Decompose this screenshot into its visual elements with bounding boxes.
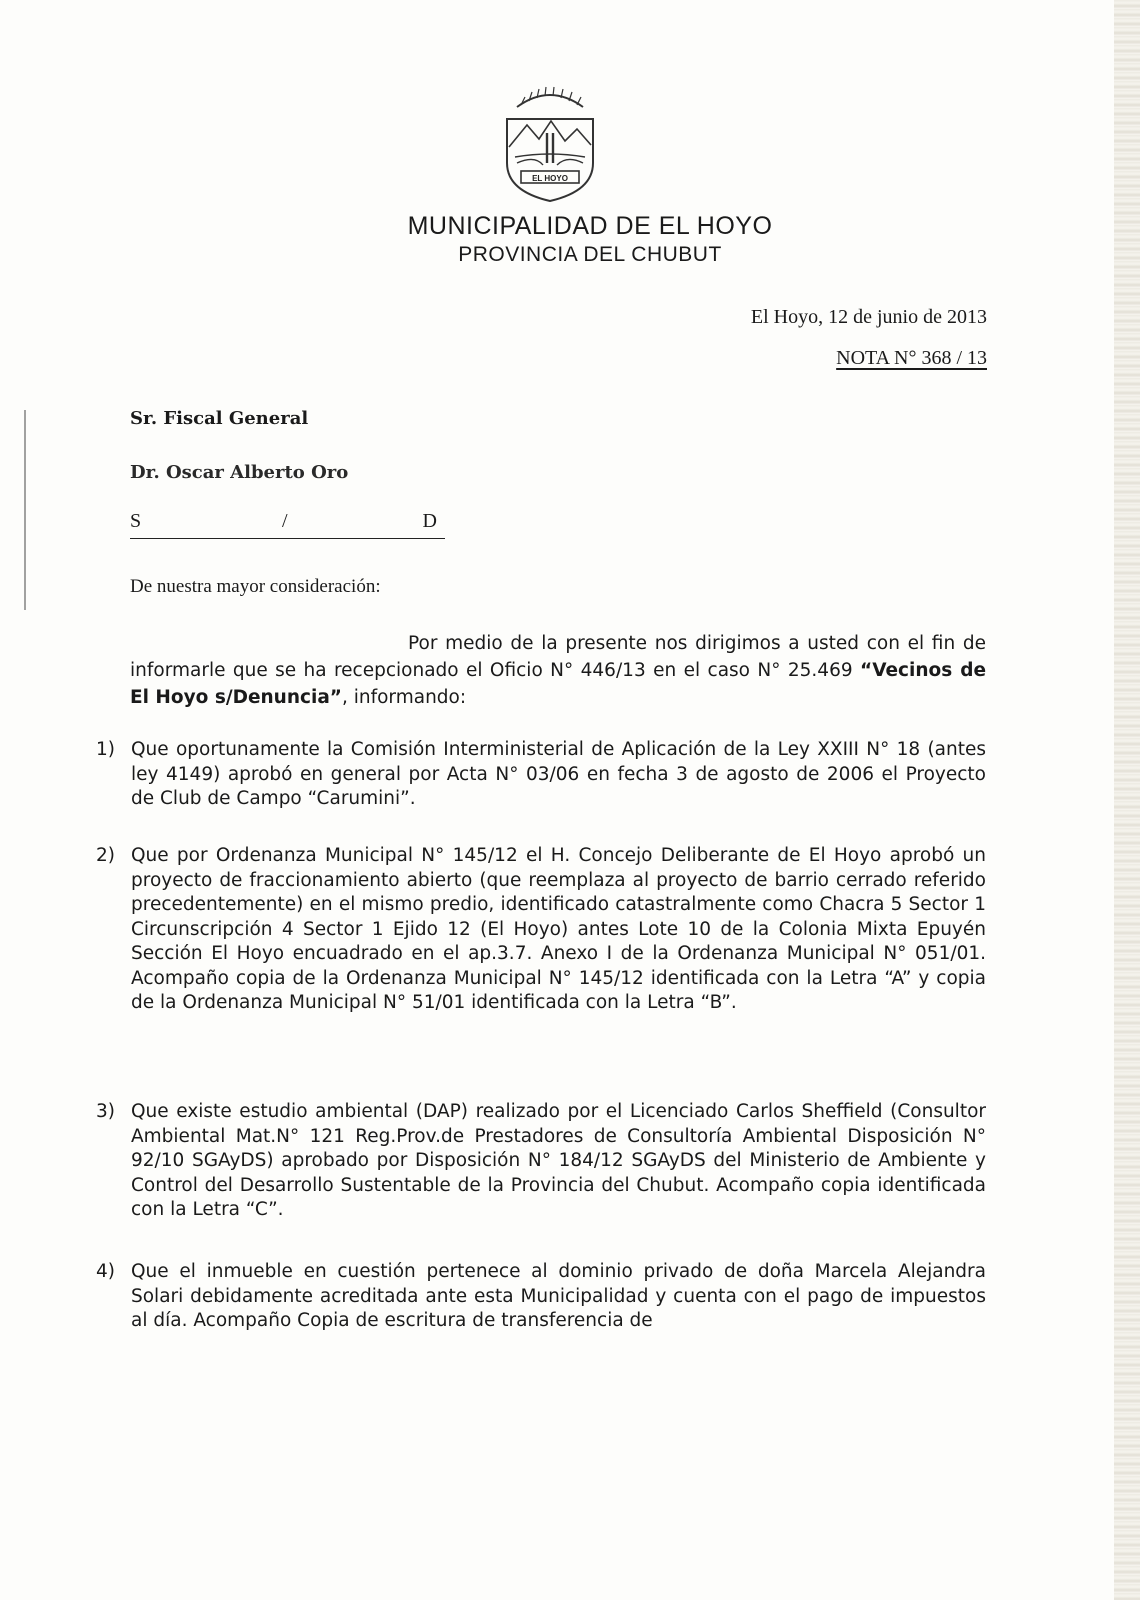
list-item (96, 1100, 986, 1223)
intro-paragraph (130, 630, 986, 711)
sd-d: D (422, 510, 437, 532)
greeting: De nuestra mayor consideración: (130, 576, 381, 597)
item-number: 4) (96, 1261, 115, 1282)
item-text: Que existe estudio ambiental (DAP) realizado por el Licenciado Carlos Sheffield (Consultor Ambiental Mat.N° 121 Reg.Prov.de Prestadores de Consultoría Ambiental Disposición N° 92/10 SGAyDS) aprobado por Disposición N° 184/12 SGAyDS del Ministerio de Ambiente y Control del Desarrollo Sustentable de la Provincia del Chubut. Acompaño copia identificada con la Letra “C”. (131, 1101, 986, 1220)
province-title: PROVINCIA DEL CHUBUT (458, 243, 722, 266)
nota-number: NOTA N° 368 / 13 (836, 347, 987, 369)
item-number: 2) (96, 845, 115, 866)
item-text: Que por Ordenanza Municipal N° 145/12 el H. Concejo Deliberante de El Hoyo aprobó un proyecto de fraccionamiento abierto (que reemplaza al proyecto de barrio cerrado referido precedentemente) en el mismo predio, identificado catastralmente como Chacra 5 Sector 1 Circunscripción 4 Sector 1 Ejido 12 (El Hoyo) antes Lote 10 de la Colonia Mixta Epuyén Sección El Hoyo encuadrado en el ap.3.7. Anexo I de la Ordenanza Municipal N° 051/01. Acompaño copia de la Ordenanza Municipal N° 145/12 identificada con la Letra “A” y copia de la Ordenanza Municipal N° 51/01 identificada con la Letra “B”. (131, 845, 986, 1013)
crest-label: EL HOYO (532, 174, 568, 183)
sd-s: S (130, 510, 142, 532)
item-number: 1) (96, 739, 115, 760)
intro-text: Por medio de la presente nos dirigimos a usted con el fin de informarle que se ha recepcionado el Oficio N° 446/13 en el caso N° 25.469 (130, 633, 986, 681)
item-text: Que oportunamente la Comisión Interministerial de Aplicación de la Ley XXIII N° 18 (antes ley 4149) aprobó en general por Acta N° 03/06 en fecha 3 de agosto de 2006 el Proyecto de Club de Campo “Carumini”. (131, 739, 986, 809)
list-item (96, 844, 986, 1016)
list-item (96, 1260, 986, 1334)
list-item (96, 738, 986, 812)
recipient-name: Dr. Oscar Alberto Oro (130, 462, 349, 483)
sd-slash: / (282, 510, 288, 532)
margin-mark (24, 410, 26, 610)
recipient-title: Sr. Fiscal General (130, 408, 309, 429)
item-number: 3) (96, 1101, 115, 1122)
intro-tail: , informando: (341, 687, 467, 708)
date-line: El Hoyo, 12 de junio de 2013 (750, 306, 987, 328)
case-title: “Vecinos de El Hoyo s/Denuncia” (130, 660, 986, 708)
item-text: Que el inmueble en cuestión pertenece al dominio privado de doña Marcela Alejandra Solari debidamente acreditada ante esta Municipalidad y cuenta con el pago de impuestos al día. Acompaño Copia de escritura de transferencia de (131, 1261, 986, 1331)
municipal-crest-icon (495, 85, 605, 205)
municipality-title: MUNICIPALIDAD DE EL HOYO (407, 212, 773, 240)
su-despacho-line (130, 510, 445, 539)
